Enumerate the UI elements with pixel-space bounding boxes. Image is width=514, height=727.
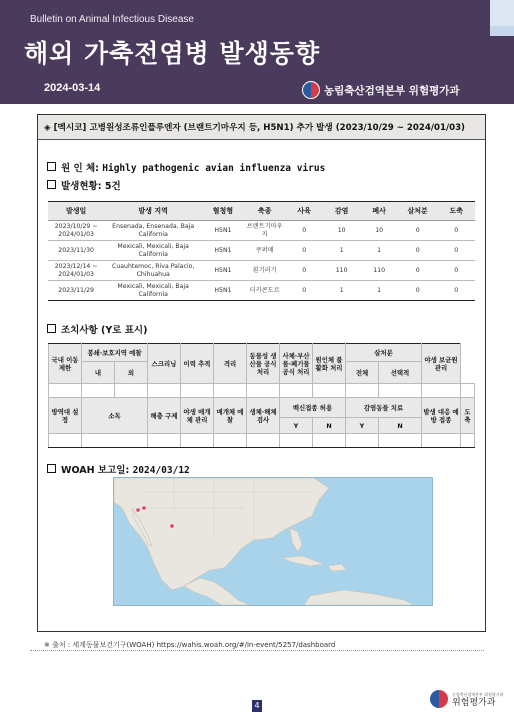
cell-species: 더키콘도르 bbox=[244, 281, 286, 301]
issue-date: 2024-03-14 bbox=[44, 82, 101, 94]
footer-agency-small: 농림축산검역본부 위험평가과 bbox=[452, 692, 504, 697]
measure-header: 도축 bbox=[461, 398, 475, 434]
cell-culled: 0 bbox=[398, 221, 438, 241]
cell-infected: 10 bbox=[323, 221, 360, 241]
measure-value bbox=[461, 434, 475, 448]
cell-raised: 0 bbox=[285, 221, 322, 241]
measures-title: 조치사항 (Y로 표시) bbox=[61, 325, 148, 336]
cell-culled: 0 bbox=[398, 281, 438, 301]
agency-logo-icon bbox=[302, 81, 320, 99]
measure-value bbox=[181, 434, 214, 448]
measure-value bbox=[379, 434, 422, 448]
measure-value bbox=[214, 434, 247, 448]
pathogen-label: 원 인 체: bbox=[61, 163, 99, 174]
cell-slaughtered: 0 bbox=[437, 261, 475, 281]
cell-infected: 1 bbox=[323, 281, 360, 301]
footer-agency-name: 위험평가과 bbox=[452, 698, 496, 708]
measure-value bbox=[181, 384, 214, 398]
topic-title: ◈ [멕시코] 고병원성조류인플루엔자 (브랜트기마우지 등, H5N1) 추가 발생 (2023/10/29 ~ 2024/01/03) bbox=[44, 123, 465, 133]
agency-label bbox=[302, 80, 460, 100]
measure-header: 원인체 불활화 처리 bbox=[313, 344, 346, 384]
measure-subheader: 내 bbox=[82, 362, 115, 384]
cell-serotype: H5N1 bbox=[202, 221, 244, 241]
measure-header: 살처분 bbox=[346, 344, 422, 362]
page-title: 해외 가축전염병 발생동향 bbox=[24, 39, 321, 68]
map-svg bbox=[114, 478, 432, 605]
woah-label: WOAH 보고일: bbox=[61, 465, 130, 476]
florida-peninsula bbox=[290, 528, 302, 552]
measure-header: 생체·해체 검사 bbox=[247, 398, 280, 434]
measure-header: 사체·부산물·폐기물 공식 처리 bbox=[280, 344, 313, 384]
agency-logo-icon bbox=[430, 690, 448, 708]
measure-value bbox=[280, 384, 313, 398]
measure-value bbox=[313, 384, 346, 398]
measure-value bbox=[82, 384, 115, 398]
cell-culled: 0 bbox=[398, 261, 438, 281]
cell-slaughtered: 0 bbox=[437, 281, 475, 301]
woah-value: 2024/03/12 bbox=[132, 465, 190, 476]
pathogen-value: Highly pathogenic avian influenza virus bbox=[102, 163, 326, 174]
outbreak-header-row bbox=[48, 202, 475, 221]
cell-serotype: H5N1 bbox=[202, 241, 244, 261]
col-header: 발생 지역 bbox=[104, 202, 202, 221]
footer-logo bbox=[430, 690, 504, 708]
col-header: 사육 bbox=[285, 202, 322, 221]
cell-date: 2023/11/29 bbox=[48, 281, 104, 301]
outbreak-marker bbox=[142, 506, 146, 510]
cell-raised: 0 bbox=[285, 241, 322, 261]
measure-subheader: 선택적 bbox=[379, 362, 422, 384]
checkbox-square-icon bbox=[47, 162, 56, 171]
cell-region: Mexicali, Mexicali, Baja California bbox=[104, 241, 202, 261]
cell-date: 2023/11/30 bbox=[48, 241, 104, 261]
measures-header-row bbox=[49, 344, 475, 362]
table-row bbox=[48, 221, 475, 241]
cell-culled: 0 bbox=[398, 241, 438, 261]
measure-subheader: 전체 bbox=[346, 362, 379, 384]
measure-value bbox=[49, 434, 82, 448]
cell-dead: 110 bbox=[360, 261, 397, 281]
cell-species: 쿠퍼매 bbox=[244, 241, 286, 261]
measure-subheader: Y bbox=[280, 418, 313, 434]
cell-region: Mexicali, Mexicali, Baja California bbox=[104, 281, 202, 301]
measure-value bbox=[313, 434, 346, 448]
cuba-island bbox=[282, 556, 324, 566]
measure-value bbox=[379, 384, 422, 398]
measure-value bbox=[247, 434, 280, 448]
col-header: 폐사 bbox=[360, 202, 397, 221]
measure-value bbox=[148, 384, 181, 398]
measure-value bbox=[247, 384, 280, 398]
measure-subheader: N bbox=[379, 418, 422, 434]
measure-subheader: 외 bbox=[115, 362, 148, 384]
cell-dead: 1 bbox=[360, 241, 397, 261]
col-header: 감염 bbox=[323, 202, 360, 221]
measures-value-row-2 bbox=[49, 434, 475, 448]
cell-date: 2023/12/14 ~ 2024/01/03 bbox=[48, 261, 104, 281]
col-header: 발생일 bbox=[48, 202, 104, 221]
checkbox-square-icon bbox=[47, 464, 56, 473]
footer-divider bbox=[30, 650, 484, 651]
footer-agency bbox=[452, 690, 504, 708]
measure-header: 이력 추적 bbox=[181, 344, 214, 384]
measure-header: 소독 bbox=[82, 398, 148, 434]
cell-slaughtered: 0 bbox=[437, 221, 475, 241]
table-row bbox=[48, 241, 475, 261]
measure-header: 스크리닝 bbox=[148, 344, 181, 384]
measures-header-row-2 bbox=[49, 398, 475, 418]
page-number: 4 bbox=[252, 700, 262, 712]
status-line bbox=[47, 178, 121, 192]
measure-value bbox=[346, 434, 379, 448]
cell-date: 2023/10/29 ~ 2024/01/03 bbox=[48, 221, 104, 241]
measure-header: 매개체 예찰 bbox=[214, 398, 247, 434]
source-note: ※ 출처 : 세계동물보건기구(WOAH) https://wahis.woah.org/#/in-event/5257/dashboard bbox=[44, 641, 336, 649]
measure-header: 동물성 생산물 공식 처리 bbox=[247, 344, 280, 384]
cell-serotype: H5N1 bbox=[202, 281, 244, 301]
table-row bbox=[48, 281, 475, 301]
pathogen-line bbox=[47, 160, 325, 174]
measure-header: 해충 구제 bbox=[148, 398, 181, 434]
measure-header: 야생 매개체 관리 bbox=[181, 398, 214, 434]
cell-serotype: H5N1 bbox=[202, 261, 244, 281]
hispaniola-island bbox=[328, 564, 346, 571]
cell-slaughtered: 0 bbox=[437, 241, 475, 261]
measure-header: 국내 이동 제한 bbox=[49, 344, 82, 384]
measure-value bbox=[82, 434, 148, 448]
cell-species: 흰기러기 bbox=[244, 261, 286, 281]
agency-name: 농림축산검역본부 위험평가과 bbox=[324, 84, 460, 97]
measure-header: 백신접종 허용 bbox=[280, 398, 346, 418]
measure-subheader: Y bbox=[346, 418, 379, 434]
measures-heading bbox=[47, 322, 147, 336]
measure-value bbox=[214, 384, 247, 398]
cell-region: Cuauhtemoc, Riva Palacio, Chihuahua bbox=[104, 261, 202, 281]
measure-header: 봉쇄·보호지역 예찰 bbox=[82, 344, 148, 362]
measure-header: 방역대 설정 bbox=[49, 398, 82, 434]
cell-region: Ensenada, Ensenada, Baja California bbox=[104, 221, 202, 241]
measure-value bbox=[422, 434, 461, 448]
checkbox-square-icon bbox=[47, 180, 56, 189]
topic-bar bbox=[38, 115, 485, 140]
measures-value-row bbox=[49, 384, 475, 398]
status-value: 5건 bbox=[104, 181, 121, 192]
checkbox-square-icon bbox=[47, 324, 56, 333]
outbreak-marker bbox=[170, 524, 174, 528]
col-header: 살처분 bbox=[398, 202, 438, 221]
col-header: 축종 bbox=[244, 202, 286, 221]
measure-value bbox=[461, 384, 475, 398]
measure-subheader: N bbox=[313, 418, 346, 434]
measure-header: 격리 bbox=[214, 344, 247, 384]
measure-value bbox=[148, 434, 181, 448]
outbreak-table bbox=[48, 201, 475, 301]
measure-header: 감염동물 치료 bbox=[346, 398, 422, 418]
outbreak-map bbox=[113, 477, 433, 606]
status-label: 발생현황: bbox=[61, 181, 102, 192]
col-header: 도축 bbox=[437, 202, 475, 221]
cell-dead: 10 bbox=[360, 221, 397, 241]
cell-raised: 0 bbox=[285, 281, 322, 301]
bulletin-subtitle: Bulletin on Animal Infectious Disease bbox=[30, 14, 194, 25]
measure-value bbox=[115, 384, 148, 398]
cell-raised: 0 bbox=[285, 261, 322, 281]
south-america-landmass bbox=[304, 590, 414, 605]
measure-value bbox=[346, 384, 379, 398]
cell-species: 브랜트기마우지 bbox=[244, 221, 286, 241]
measure-header: 야생 보균원 관리 bbox=[422, 344, 461, 384]
cell-infected: 110 bbox=[323, 261, 360, 281]
table-row bbox=[48, 261, 475, 281]
measure-header: 발생 대응 예방 접종 bbox=[422, 398, 461, 434]
measure-value bbox=[280, 434, 313, 448]
woah-line bbox=[47, 462, 190, 476]
corner-tab bbox=[490, 0, 514, 36]
measures-table bbox=[48, 343, 475, 448]
col-header: 혈청형 bbox=[202, 202, 244, 221]
central-america-landmass bbox=[184, 578, 250, 605]
measure-value bbox=[422, 384, 461, 398]
cell-infected: 1 bbox=[323, 241, 360, 261]
outbreak-marker bbox=[136, 508, 140, 512]
measure-value bbox=[49, 384, 82, 398]
cell-dead: 1 bbox=[360, 281, 397, 301]
